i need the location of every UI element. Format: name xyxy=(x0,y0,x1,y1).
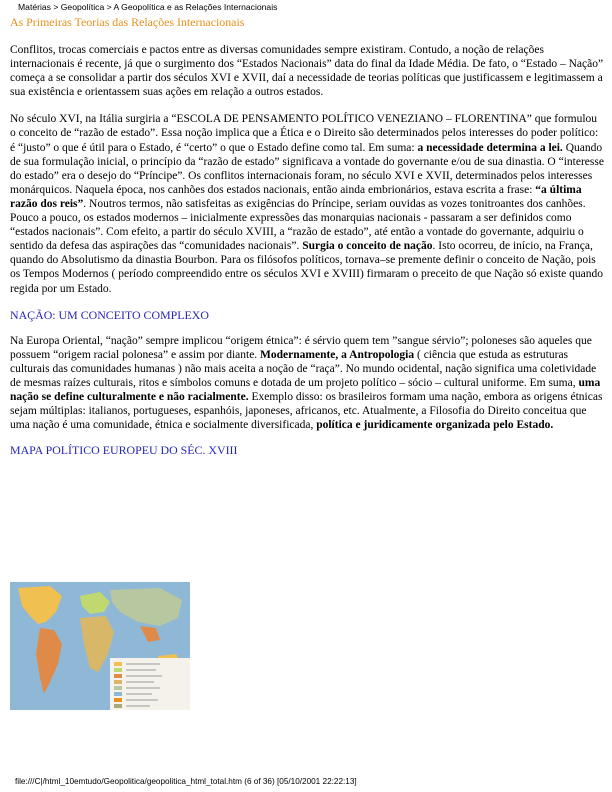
emphasis-organizada-estado: política e juridicamente organizada pelo Estado. xyxy=(316,419,554,432)
world-map-illustration xyxy=(10,582,190,710)
text: Exemplo disso: os brasileiros formam uma nação, embora as origens étnicas sejam múltiplas: italianos, portugueses, espanhóis, japoneses, africanos, etc. Atualmente, a Filosofia do Direito conceitua que uma nação é uma comunidade, étnica e socialmente diversificada, xyxy=(10,390,603,432)
section-heading-nacao: NAÇÃO: UM CONCEITO COMPLEXO xyxy=(10,307,209,322)
page-title: As Primeiras Teorias das Relações Internacionais xyxy=(10,15,245,29)
map-image xyxy=(10,582,190,710)
paragraph-razao-de-estado xyxy=(10,112,604,295)
emphasis-necessidade: a necessidade determina a lei. xyxy=(417,141,563,154)
text: . Isto ocorreu, de início, na França, quando do Absolutismo da dinastia Bourbon. Para os filósofos políticos, tornava–se premente definir o conceito de Nação, pois os Tempos Modernos ( período compreendido entre os séculos XVI e XVIII) firmaram o preceito de que Nação só existe quando regida por um Estado. xyxy=(10,240,603,295)
emphasis-antropologia: Modernamente, a Antropologia xyxy=(260,348,415,361)
emphasis-ultima-razao: “a última razão dos reis” xyxy=(10,183,582,210)
breadcrumb: Matérias > Geopolítica > A Geopolítica e as Relações Internacionais xyxy=(18,2,278,12)
section-heading-mapa: MAPA POLÍTICO EUROPEU DO SÉC. XVIII xyxy=(10,443,238,458)
text: No século XVI, na Itália surgiria a “ESCOLA DE PENSAMENTO POLÍTICO VENEZIANO – FLORENTINA” que formulou o conceito de “razão de estado”. Essa noção implica que a Ética e o Direito são determinados pelos interesses do poder político: é “justo” o que é útil para o Estado, é “certo” o que o Estado define como tal. Em suma: xyxy=(10,113,599,154)
article xyxy=(10,14,604,457)
text: . Noutros termos, não satisfeitas as exigências do Príncipe, seriam ouvidas as vozes tonitroantes dos canhões. Pouco a pouco, os estados modernos – inicialmente expressões das monarquias nacionais - passaram a ser definidos como “estados nacionais”. Com efeito, a partir do século XVIII, a “razão de estado”, até então a vontade do governante, adquiriu o sentido da defesa das aspirações das “comunidades nacionais”. xyxy=(10,197,586,253)
text: ( ciência que estuda as estruturas culturais das comunidades humanas ) não mais aceita a noção de “raça”. No mundo ocidental, nação significa uma coletividade de mesmas raízes culturais, ritos e símbolos comuns e dotada de um projeto político – sócio – cultural uniforme. Em suma, xyxy=(10,348,597,389)
paragraph-nacao xyxy=(10,334,604,433)
emphasis-conceito-nacao: Surgia o conceito de nação xyxy=(302,240,433,253)
emphasis-nacao-cultural: uma nação se define culturalmente e não racialmente. xyxy=(10,376,601,403)
text: Quando de sua formulação inicial, o princípio da “razão de estado” significava a vontade do governante e/ou de sua dinastia. O “interesse do estado” era o desejo do “Príncipe”. Os conflitos internacionais foram, no século XVI e XVII, determinados pelos interesses monárquicos. Naquela época, nos canhões dos estados nacionais, então ainda embrionários, estava escrita a frase: xyxy=(10,141,604,196)
text: Na Europa Oriental, “nação” sempre implicou “origem étnica”: é sérvio quem tem ”sangue sérvio”; poloneses são aqueles que possuem “origem racial polonesa” e assim por diante. xyxy=(10,334,592,361)
file-path-footer: file:///C|/html_10emtudo/Geopolitica/geopolitica_html_total.htm (6 of 36) [05/10/2001 22:22:13] xyxy=(15,777,357,786)
paragraph-intro: Conflitos, trocas comerciais e pactos entre as diversas comunidades sempre existiram. Contudo, a noção de relações internacionais é recente, já que o surgimento dos “Estados Nacionais” data do final da Idade Média. De fato, o “Estado – Nação” começa a se consolidar a partir dos séculos XVI e XVII, daí a necessidade de teorias políticas que justificassem e legitimassem a sua existência e orientassem suas ações em relação a outros estados. xyxy=(10,44,604,99)
